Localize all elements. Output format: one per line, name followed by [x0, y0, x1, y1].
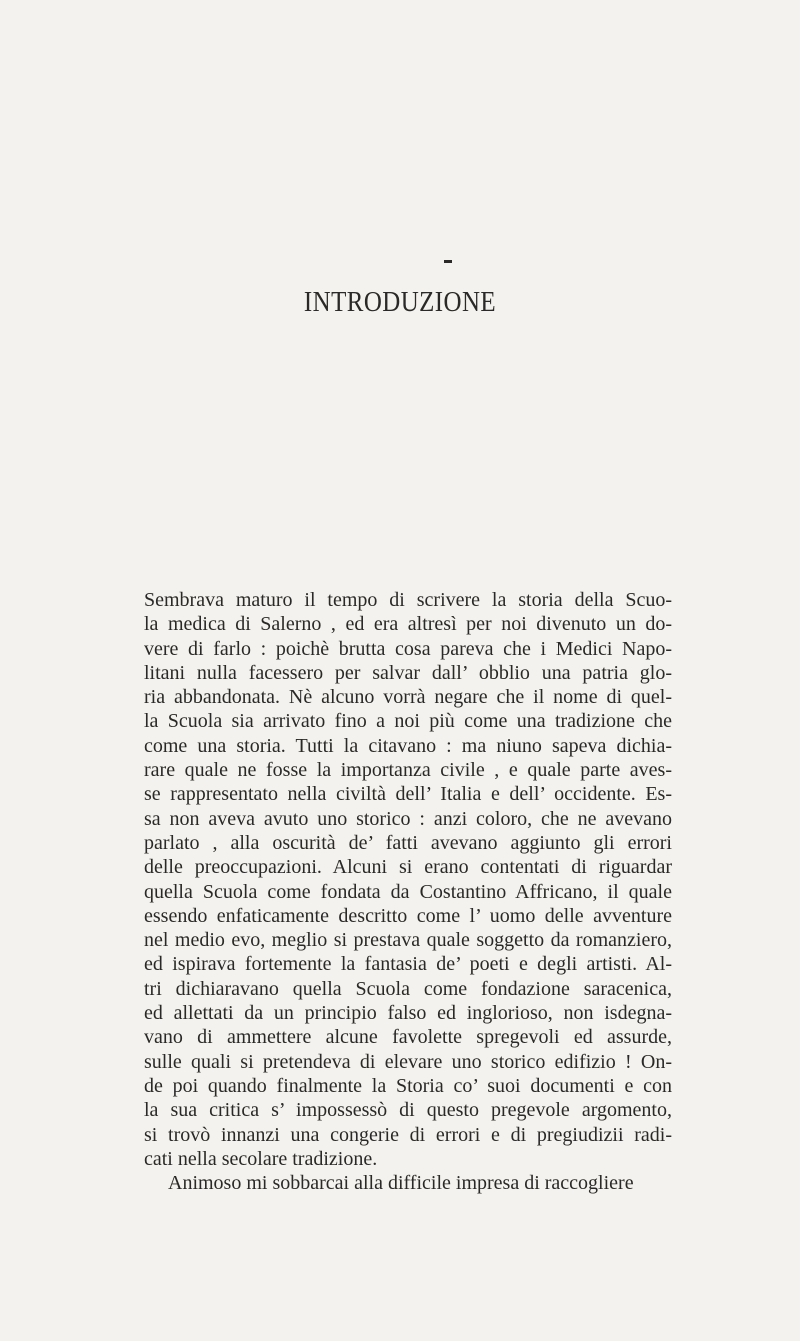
- text-line: sa non aveva avuto uno storico : anzi coloro, che ne avevano: [144, 807, 672, 830]
- text-line: rare quale ne fosse la importanza civile , e quale parte aves-: [144, 759, 672, 782]
- text-line: Sembrava maturo il tempo di scrivere la storia della Scuo-: [144, 589, 672, 611]
- text-line: vano di ammettere alcune favolette spregevoli ed assurde,: [144, 1026, 672, 1049]
- text-line: sulle quali si pretendeva di elevare uno storico edifizio ! On-: [144, 1050, 672, 1073]
- text-line: tri dichiaravano quella Scuola come fondazione saracenica,: [144, 977, 672, 1000]
- text-line: ria abbandonata. Nè alcuno vorrà negare che il nome di quel-: [144, 686, 672, 709]
- text-line: delle preoccupazioni. Alcuni si erano contentati di riguardar: [144, 856, 672, 879]
- text-line: la medica di Salerno , ed era altresì per noi divenuto un do-: [144, 613, 672, 636]
- text-line: de poi quando finalmente la Storia co’ suoi documenti e con: [144, 1074, 672, 1097]
- page-title: INTRODUZIONE: [303, 286, 497, 318]
- text-line: quella Scuola come fondata da Costantino Affricano, il quale: [144, 880, 672, 903]
- text-line: ed allettati da un principio falso ed inglorioso, non isdegna-: [144, 1002, 672, 1025]
- stray-mark: [444, 260, 452, 263]
- text-line: essendo enfaticamente descritto come l’ uomo delle avventure: [144, 904, 672, 927]
- text-line: litani nulla facessero per salvar dall’ obblio una patria glo-: [144, 661, 672, 684]
- text-line: come una storia. Tutti la citavano : ma niuno sapeva dichia-: [144, 734, 672, 757]
- text-line: Animoso mi sobbarcai alla difficile impresa di raccogliere: [168, 1172, 634, 1195]
- text-line: la sua critica s’ impossessò di questo pregevole argomento,: [144, 1099, 672, 1122]
- text-line: se rappresentato nella civiltà dell’ Italia e dell’ occidente. Es-: [144, 783, 672, 806]
- text-line: parlato , alla oscurità de’ fatti avevano aggiunto gli errori: [144, 831, 672, 854]
- text-line: si trovò innanzi una congerie di errori e di pregiudizii radi-: [144, 1123, 672, 1146]
- text-line: cati nella secolare tradizione.: [144, 1147, 378, 1170]
- text-line: ed ispirava fortemente la fantasia de’ poeti e degli artisti. Al-: [144, 953, 672, 976]
- body-text: [144, 588, 672, 1195]
- text-line: nel medio evo, meglio si prestava quale soggetto da romanziero,: [144, 929, 672, 952]
- text-line: vere di farlo : poichè brutta cosa pareva che i Medici Napo-: [144, 637, 672, 660]
- text-line: la Scuola sia arrivato fino a noi più come una tradizione che: [144, 710, 672, 733]
